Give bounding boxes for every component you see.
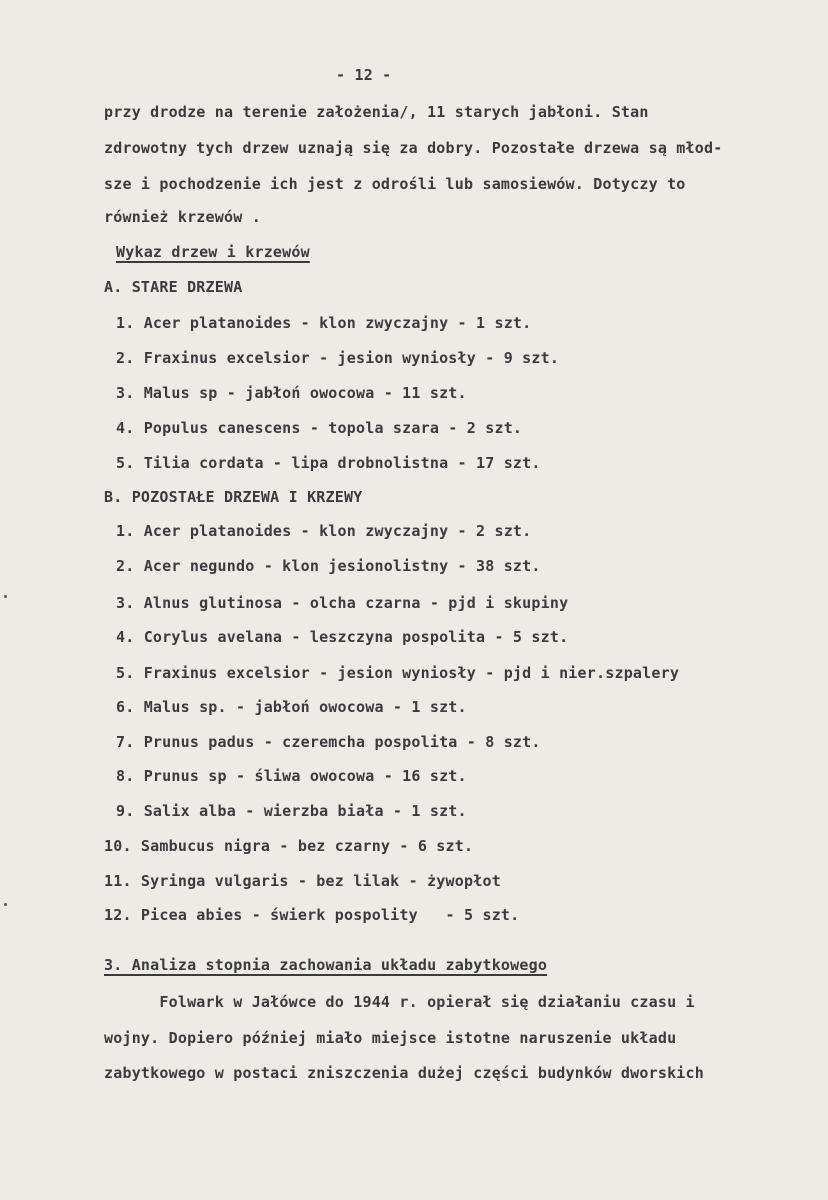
body-line: wojny. Dopiero później miało miejsce istotne naruszenie układu [104,1029,677,1047]
list-item: 12. Picea abies - świerk pospolity - 5 szt. [104,906,520,924]
intro-line: sze i pochodzenie ich jest z odrośli lub samosiewów. Dotyczy to [104,175,686,193]
body-line: Folwark w Jałówce do 1944 r. opierał się działaniu czasu i [104,993,695,1011]
list-item: 3. Malus sp - jabłoń owocowa - 11 szt. [116,384,467,402]
list-item: 2. Fraxinus excelsior - jesion wyniosły - 9 szt. [116,349,560,367]
intro-line: zdrowotny tych drzew uznają się za dobry. Pozostałe drzewa są młod- [104,139,723,157]
list-item: 3. Alnus glutinosa - olcha czarna - pjd i skupiny [116,594,569,612]
intro-line: również krzewów . [104,208,261,226]
page-number: - 12 - [336,66,392,84]
list-item: 1. Acer platanoides - klon zwyczajny - 1 szt. [116,314,532,332]
list-item: 5. Tilia cordata - lipa drobnolistna - 17 szt. [116,454,541,472]
section-a-title: A. STARE DRZEWA [104,278,243,296]
body-line: zabytkowego w postaci zniszczenia dużej części budynków dworskich [104,1064,704,1082]
punch-hole-mark [4,903,7,906]
section-3-heading: 3. Analiza stopnia zachowania układu zabytkowego [104,956,548,974]
list-item: 8. Prunus sp - śliwa owocowa - 16 szt. [116,767,467,785]
list-item: 2. Acer negundo - klon jesionolistny - 38 szt. [116,557,541,575]
list-item: 1. Acer platanoides - klon zwyczajny - 2 szt. [116,522,532,540]
punch-hole-mark [4,595,7,598]
intro-line: przy drodze na terenie założenia/, 11 starych jabłoni. Stan [104,103,649,121]
list-item: 4. Populus canescens - topola szara - 2 szt. [116,419,523,437]
list-item: 5. Fraxinus excelsior - jesion wyniosły - pjd i nier.szpalery [116,664,680,682]
list-item: 4. Corylus avelana - leszczyna pospolita - 5 szt. [116,628,569,646]
list-heading: Wykaz drzew i krzewów [116,243,310,261]
list-item: 7. Prunus padus - czeremcha pospolita - 8 szt. [116,733,541,751]
list-item: 6. Malus sp. - jabłoń owocowa - 1 szt. [116,698,467,716]
list-item: 9. Salix alba - wierzba biała - 1 szt. [116,802,467,820]
list-item: 10. Sambucus nigra - bez czarny - 6 szt. [104,837,474,855]
list-item: 11. Syringa vulgaris - bez lilak - żywopłot [104,872,501,890]
section-b-title: B. POZOSTAŁE DRZEWA I KRZEWY [104,488,363,506]
